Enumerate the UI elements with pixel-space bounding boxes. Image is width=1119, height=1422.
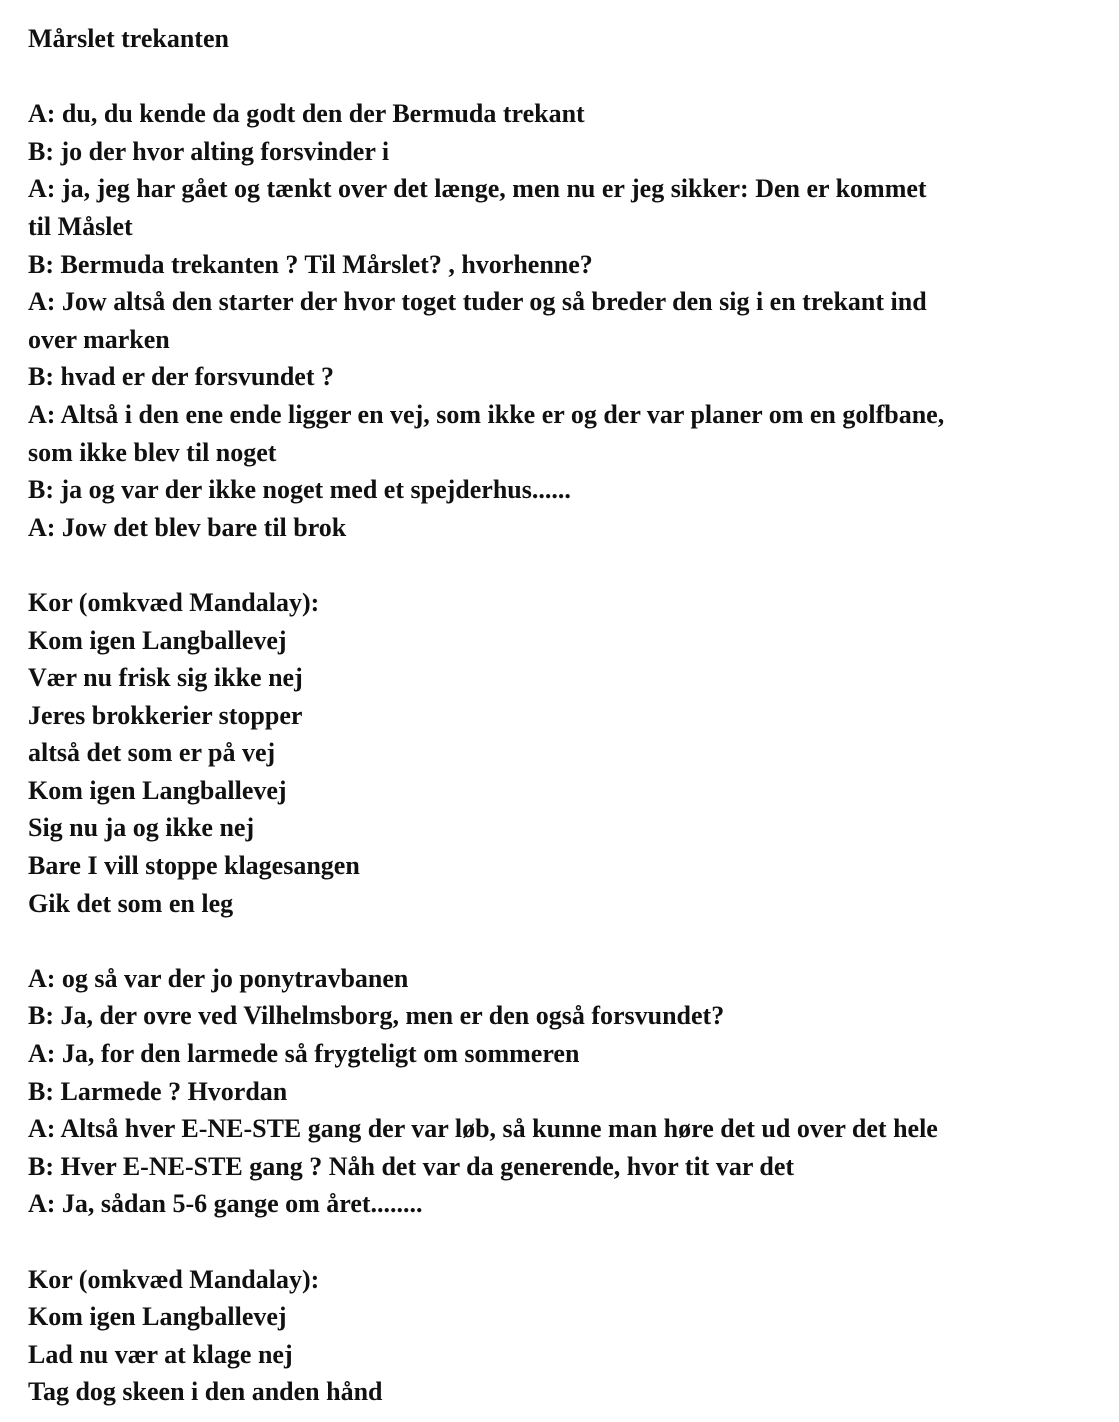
chorus-line: Bare I vill stoppe klagesangen xyxy=(28,851,360,881)
chorus-heading: Kor (omkvæd Mandalay): xyxy=(28,587,320,617)
dialogue-line: B: Ja, der ovre ved Vilhelmsborg, men er den også forsvundet? xyxy=(28,1001,725,1031)
dialogue-line: over marken xyxy=(28,324,170,354)
spacer xyxy=(28,546,1108,584)
dialogue-line: A: Altså i den ene ende ligger en vej, som ikke er og der var planer om en golfbane, xyxy=(28,399,945,429)
dialogue-line: B: Larmede ? Hvordan xyxy=(28,1076,288,1106)
dialogue-block-2 xyxy=(28,960,1108,1223)
dialogue-line: B: ja og var der ikke noget med et spejderhus...... xyxy=(28,475,571,505)
dialogue-line: A: Ja, sådan 5-6 gange om året........ xyxy=(28,1189,423,1219)
chorus-line: Kom igen Langballevej xyxy=(28,625,287,655)
chorus-line: Jeres brokkerier stopper xyxy=(28,700,303,730)
chorus-block-2 xyxy=(28,1261,1108,1411)
document-title: Mårslet trekanten xyxy=(28,24,229,53)
dialogue-line: A: Jow altså den starter der hvor toget tuder og så breder den sig i en trekant ind xyxy=(28,287,927,317)
dialogue-line: B: jo der hvor alting forsvinder i xyxy=(28,136,390,166)
dialogue-line: til Måslet xyxy=(28,211,133,241)
chorus-line: altså det som er på vej xyxy=(28,738,276,768)
dialogue-line: B: Hver E-NE-STE gang ? Nåh det var da generende, hvor tit var det xyxy=(28,1151,795,1181)
chorus-heading: Kor (omkvæd Mandalay): xyxy=(28,1264,320,1294)
chorus-block-1 xyxy=(28,584,1108,922)
spacer xyxy=(28,922,1108,960)
dialogue-line: som ikke blev til noget xyxy=(28,437,277,467)
dialogue-line: A: du, du kende da godt den der Bermuda trekant xyxy=(28,99,585,129)
chorus-line: Vær nu frisk sig ikke nej xyxy=(28,663,303,693)
chorus-line: Kom igen Langballevej xyxy=(28,775,287,805)
document-page xyxy=(28,20,1108,1411)
dialogue-block-1 xyxy=(28,95,1108,546)
dialogue-line: A: ja, jeg har gået og tænkt over det længe, men nu er jeg sikker: Den er kommet xyxy=(28,174,927,204)
dialogue-line: A: Ja, for den larmede så frygteligt om sommeren xyxy=(28,1039,580,1069)
chorus-line: Sig nu ja og ikke nej xyxy=(28,813,255,843)
spacer xyxy=(28,58,1108,96)
dialogue-line: B: hvad er der forsvundet ? xyxy=(28,362,334,392)
chorus-line: Tag dog skeen i den anden hånd xyxy=(28,1377,383,1407)
dialogue-line: B: Bermuda trekanten ? Til Mårslet? , hvorhenne? xyxy=(28,249,593,279)
chorus-line: Gik det som en leg xyxy=(28,888,234,918)
chorus-line: Kom igen Langballevej xyxy=(28,1302,287,1332)
dialogue-line: A: Jow det blev bare til brok xyxy=(28,512,347,542)
chorus-line: Lad nu vær at klage nej xyxy=(28,1339,293,1369)
dialogue-line: A: og så var der jo ponytravbanen xyxy=(28,963,409,993)
dialogue-line: A: Altså hver E-NE-STE gang der var løb, så kunne man høre det ud over det hele xyxy=(28,1114,938,1144)
spacer xyxy=(28,1223,1108,1261)
